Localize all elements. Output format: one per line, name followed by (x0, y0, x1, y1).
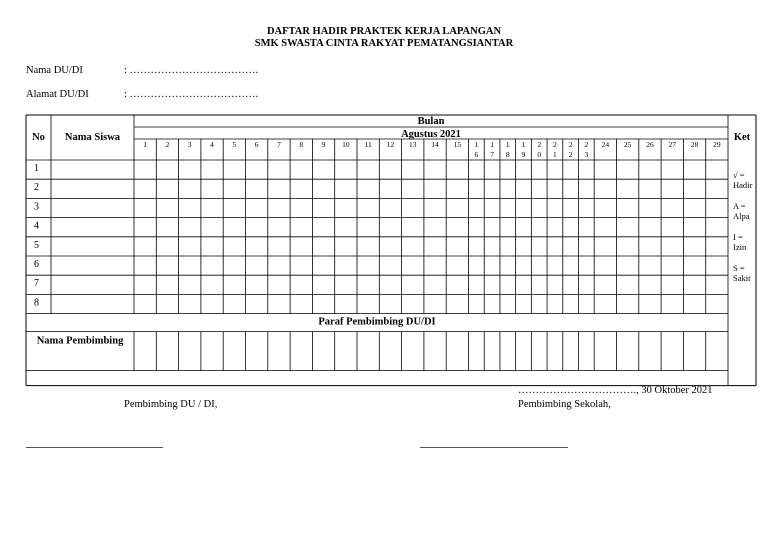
day-number: 4 (210, 140, 214, 149)
day-number: 28 (690, 140, 699, 149)
day-number: 24 (601, 140, 610, 149)
day-number: 1 (474, 140, 479, 149)
day-number: 1 (505, 140, 510, 149)
day-number: 3 (187, 140, 192, 149)
column-header-name: Nama Siswa (64, 132, 121, 143)
day-number: 12 (386, 140, 395, 149)
row-number: 7 (34, 278, 39, 290)
day-number: 27 (668, 140, 676, 149)
day-number: 25 (623, 140, 632, 149)
day-number: 2 (568, 140, 573, 149)
day-number: 2 (165, 140, 170, 149)
field-nama-dudi (26, 65, 258, 76)
day-number: 10 (342, 140, 350, 149)
day-number: 11 (364, 140, 372, 149)
field-alamat-dudi (26, 89, 258, 100)
day-number-second-digit: 7 (490, 150, 494, 159)
day-number: 2 (553, 140, 557, 149)
right-signature-line (420, 447, 568, 448)
field-value: : ………………………………. (124, 89, 259, 100)
ket-note-symbol: S = (733, 263, 745, 273)
day-number: 2 (537, 140, 542, 149)
row-number: 8 (34, 297, 39, 309)
row-number: 6 (34, 259, 39, 270)
day-number-second-digit: 6 (474, 150, 479, 159)
day-number: 1 (143, 140, 148, 149)
document-title-line1: DAFTAR HADIR PRAKTEK KERJA LAPANGAN (266, 26, 502, 37)
column-header-ket: Ket (733, 132, 751, 143)
day-number-second-digit: 8 (505, 150, 510, 159)
document-title-line2: SMK SWASTA CINTA RAKYAT PEMATANGSIANTAR (254, 38, 514, 49)
ket-note-meaning: Alpa (733, 211, 750, 221)
day-number: 5 (232, 140, 237, 149)
day-number: 1 (490, 140, 494, 149)
ket-note-symbol: I = (733, 232, 743, 242)
day-number: 8 (299, 140, 304, 149)
day-number: 2 (584, 140, 589, 149)
footer-left-signature-label: Pembimbing DU / DI, (124, 399, 218, 410)
column-header-no: No (32, 132, 45, 143)
day-number-second-digit: 2 (568, 150, 573, 159)
paraf-label: Paraf Pembimbing DU/DI (318, 316, 436, 328)
day-number-second-digit: 1 (553, 150, 557, 159)
ket-note-meaning: Hadir (733, 180, 753, 190)
left-signature-line (26, 447, 163, 448)
day-number: 9 (321, 140, 326, 149)
ket-note-symbol: A = (733, 201, 746, 211)
footer-date-line: ……………………………., 30 Oktober 2021 (518, 385, 713, 396)
day-number: 6 (254, 140, 259, 149)
day-number-second-digit: 3 (584, 150, 589, 159)
day-number: 29 (713, 140, 721, 149)
day-number-second-digit: 9 (521, 150, 526, 159)
row-number: 1 (34, 163, 39, 174)
field-value: : ………………………………. (124, 65, 259, 76)
month-name: Agustus 2021 (401, 129, 461, 140)
row-number: 3 (34, 201, 39, 213)
row-number: 2 (34, 182, 39, 194)
field-label: Alamat DU/DI (26, 89, 89, 100)
field-label: Nama DU/DI (26, 65, 83, 76)
day-number: 15 (453, 140, 462, 149)
ket-note-symbol: √ = (733, 170, 745, 180)
day-number: 13 (409, 140, 417, 149)
pembimbing-label: Nama Pembimbing (36, 335, 124, 347)
day-number-second-digit: 0 (537, 150, 542, 159)
row-number: 5 (34, 239, 39, 251)
row-number: 4 (34, 220, 39, 232)
day-number: 1 (521, 140, 526, 149)
day-number: 14 (431, 140, 439, 149)
day-number: 7 (277, 140, 281, 149)
ket-note-meaning: Izin (733, 242, 747, 252)
footer-right-signature-label: Pembimbing Sekolah, (518, 399, 611, 410)
ket-note-meaning: Sakit (733, 273, 751, 283)
day-number: 26 (646, 140, 654, 149)
month-header-label: Bulan (417, 116, 445, 127)
